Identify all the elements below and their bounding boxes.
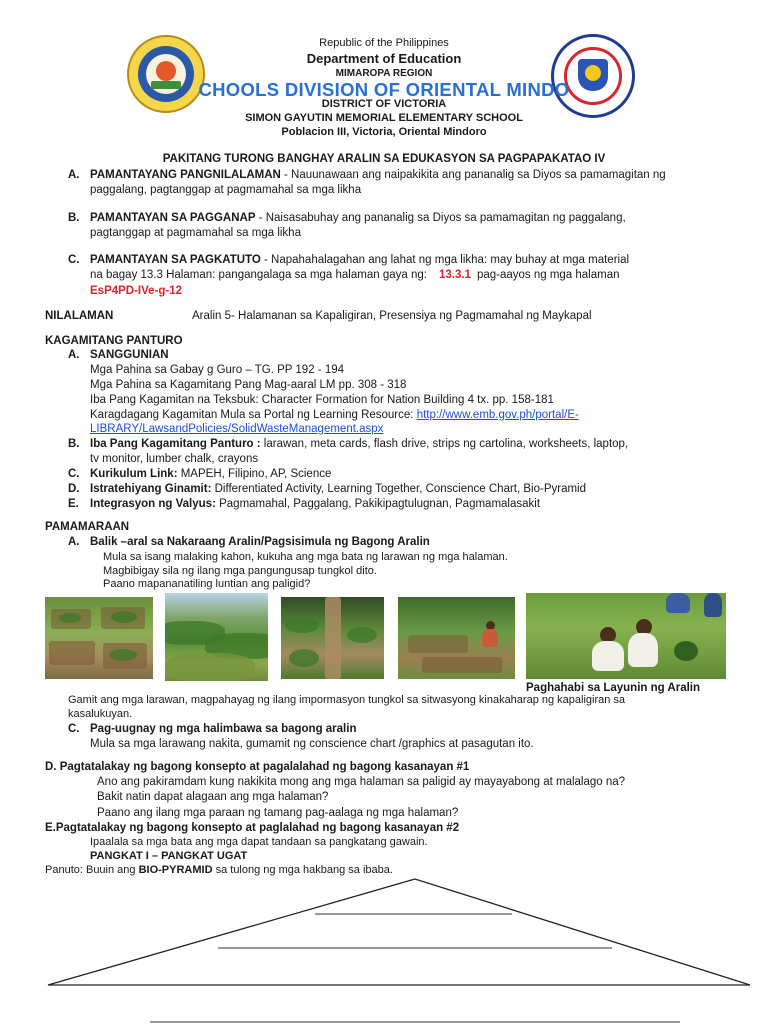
pamamaraan-a-letter: A. bbox=[68, 536, 80, 548]
portal-link-part2[interactable]: LIBRARY/LawsandPolicies/SolidWasteManagement.aspx bbox=[90, 423, 384, 435]
sanggunian-portal bbox=[90, 408, 579, 423]
bio-pyramid-diagram bbox=[0, 875, 768, 1024]
section-b-head: PAMANTAYAN SA PAGGANAP bbox=[90, 212, 256, 224]
sanggunian-tg: Mga Pahina sa Gabay g Guro – TG. PP 192 - 194 bbox=[90, 364, 345, 376]
pamamaraan-c-letter: C. bbox=[68, 723, 80, 735]
panuto-label: Panuto: bbox=[45, 864, 83, 876]
section-a-letter: A. bbox=[68, 169, 80, 181]
section-c-line2b: pag-aayos ng mga halaman bbox=[476, 269, 620, 281]
sanggunian-lm: Mga Pahina sa Kagamitang Pang Mag-aaral LM pp. 308 - 318 bbox=[90, 379, 407, 391]
pamamaraan-c-line1: Mula sa mga larawang nakita, gumamit ng conscience chart /graphics at pasagutan ito. bbox=[90, 738, 534, 750]
panuto-pre: Buuin ang bbox=[82, 864, 139, 876]
nilalaman-label: NILALAMAN bbox=[45, 310, 114, 322]
section-c-line2a: na bagay 13.3 Halaman: pangangalaga sa mga halaman gaya ng: bbox=[90, 269, 427, 281]
nilalaman-value: Aralin 5- Halamanan sa Kapaligiran, Presensiya ng Pagmamahal ng Maykapal bbox=[192, 310, 592, 322]
pamamaraan-c-head: Pag-uugnay ng mga halimbawa sa bagong aralin bbox=[90, 723, 357, 735]
garden-plots-photo bbox=[45, 597, 153, 679]
section-c-letter: C. bbox=[68, 254, 80, 266]
kagamitan-b-text: larawan, meta cards, flash drive, strips ng cartolina, worksheets, laptop, bbox=[260, 438, 629, 450]
integrasyon-head: Integrasyon ng Valyus: bbox=[90, 498, 216, 510]
istratehiya-head: Istratehiyang Ginamit: bbox=[90, 483, 212, 495]
kagamitan-b-head: Iba Pang Kagamitang Panturo : bbox=[90, 438, 261, 450]
section-c-text: - Napahahalagahan ang lahat ng mga likha: may buhay at mga material bbox=[260, 254, 630, 266]
istratehiya-text: Differentiated Activity, Learning Together, Conscience Chart, Bio-Pyramid bbox=[211, 483, 587, 495]
garden-path-photo bbox=[281, 597, 384, 679]
pamamaraan-d-head: D. Pagtatalakay ng bagong konsepto at pagalalahad ng bagong kasanayan #1 bbox=[45, 761, 470, 773]
sanggunian-textbook: Iba Pang Kagamitan na Teksbuk: Character Formation for Nation Building 4 tx. pp. 158-181 bbox=[90, 394, 554, 406]
republic-line: Republic of the Philippines bbox=[319, 37, 449, 49]
pangkat-label: PANGKAT I – PANGKAT UGAT bbox=[90, 850, 248, 862]
pamamaraan-label: PAMAMARAAN bbox=[45, 521, 130, 533]
panuto-post: sa tulong ng mga hakbang sa ibaba. bbox=[212, 864, 393, 876]
competency-code: EsP4PD-IVe-g-12 bbox=[90, 285, 183, 297]
kagamitan-b-line1 bbox=[90, 437, 628, 452]
kagamitan-b-line2: tv monitor, lumber chalk, crayons bbox=[90, 453, 259, 465]
children-planting-photo bbox=[526, 593, 726, 679]
sanggunian-letter: A. bbox=[68, 349, 80, 361]
pamamaraan-e-head: E.Pagtatalakay ng bagong konsepto at paglalahad ng bagong kasanayan #2 bbox=[45, 822, 460, 834]
competency-code-inline: 13.3.1 bbox=[438, 269, 471, 281]
pamamaraan-e-line1: Ipaalala sa mga bata ang mga dapat tandaan sa pangkatang gawain. bbox=[90, 836, 428, 848]
panuto-bold: BIO-PYRAMID bbox=[138, 864, 213, 876]
section-a-line1 bbox=[90, 168, 666, 183]
kagamitan-b-letter: B. bbox=[68, 438, 80, 450]
rice-terraces-photo bbox=[165, 593, 268, 681]
school-line: SIMON GAYUTIN MEMORIAL ELEMENTARY SCHOOL bbox=[245, 112, 523, 124]
section-b-text: - Naisasabuhay ang pananalig sa Diyos sa pamamagitan ng paggalang, bbox=[255, 212, 626, 224]
section-c-line1 bbox=[90, 253, 629, 268]
section-b-line2: pagtanggap at pagmamahal sa mga likha bbox=[90, 227, 301, 239]
pamamaraan-a-line3: Paano mapananatiling luntian ang paligid? bbox=[103, 578, 311, 590]
kagamitan-label: KAGAMITANG PANTURO bbox=[45, 335, 183, 347]
pyramid-outline bbox=[48, 879, 750, 985]
portal-link-part1[interactable]: http://www.emb.gov.ph/portal/E- bbox=[416, 409, 579, 421]
section-c-head: PAMANTAYAN SA PAGKATUTO bbox=[90, 254, 261, 266]
istratehiya bbox=[90, 482, 586, 497]
pamamaraan-a-line1: Mula sa isang malaking kahon, kukuha ang mga bata ng larawan ng mga halaman. bbox=[103, 551, 508, 563]
section-a-text: - Nauunawaan ang naipakikita ang pananalig sa Diyos sa pamamagitan ng bbox=[280, 169, 666, 181]
integrasyon-text: Pagmamahal, Paggalang, Pakikipagtulugnan, Pagmamalasakit bbox=[215, 498, 541, 510]
department-line: Department of Education bbox=[306, 51, 462, 66]
kurikulum-head: Kurikulum Link: bbox=[90, 468, 178, 480]
section-a-head: PAMANTAYANG PANGNILALAMAN bbox=[90, 169, 281, 181]
section-c-line2 bbox=[90, 268, 620, 283]
section-a-line2: paggalang, pagtanggap at pagmamahal sa mga likha bbox=[90, 184, 362, 196]
portal-label: Karagdagang Kagamitan Mula sa Portal ng Learning Resource: bbox=[90, 409, 417, 421]
division-line: CHOOLS DIVISION OF ORIENTAL MINDO bbox=[198, 79, 570, 100]
photo-caption: Paghahabi sa Layunin ng Aralin bbox=[526, 682, 701, 694]
pamamaraan-d-q3: Paano ang ilang mga paraan ng tamang pag-aalaga ng mga halaman? bbox=[97, 807, 459, 819]
pamamaraan-a-line2: Magbibigay sila ng ilang mga pangungusap tungkol dito. bbox=[103, 565, 377, 577]
district-line: DISTRICT OF VICTORIA bbox=[321, 98, 447, 110]
kagamitan-d-letter: D. bbox=[68, 483, 80, 495]
kagamitan-e-letter: E. bbox=[68, 498, 79, 510]
pamamaraan-d-q1: Ano ang pakiramdam kung nakikita mong ang mga halaman sa paligid ay mayayabong at malalago na? bbox=[97, 776, 626, 788]
kurikulum-text: MAPEH, Filipino, AP, Science bbox=[177, 468, 332, 480]
pamamaraan-b-line2: kasalukuyan. bbox=[68, 708, 133, 720]
page-title: PAKITANG TURONG BANGHAY ARALIN SA EDUKASYON SA PAGPAPAKATAO IV bbox=[162, 153, 606, 165]
address-line: Poblacion III, Victoria, Oriental Mindoro bbox=[281, 126, 487, 138]
pamamaraan-a-head: Balik –aral sa Nakaraang Aralin/Pagsisimula ng Bagong Aralin bbox=[90, 536, 430, 548]
pamamaraan-d-q2: Bakit natin dapat alagaan ang mga halaman? bbox=[97, 791, 329, 803]
kurikulum-link bbox=[90, 467, 331, 482]
section-b-letter: B. bbox=[68, 212, 80, 224]
section-b-line1 bbox=[90, 211, 626, 226]
pamamaraan-b-line1: Gamit ang mga larawan, magpahayag ng ilang impormasyon tungkol sa sitwasyong kinakaharap ng kapaligiran sa bbox=[68, 694, 626, 706]
sanggunian-head: SANGGUNIAN bbox=[90, 349, 169, 361]
kagamitan-c-letter: C. bbox=[68, 468, 80, 480]
vegetable-garden-photo bbox=[398, 597, 515, 679]
region-line: MIMAROPA REGION bbox=[335, 68, 433, 79]
integrasyon bbox=[90, 497, 540, 512]
